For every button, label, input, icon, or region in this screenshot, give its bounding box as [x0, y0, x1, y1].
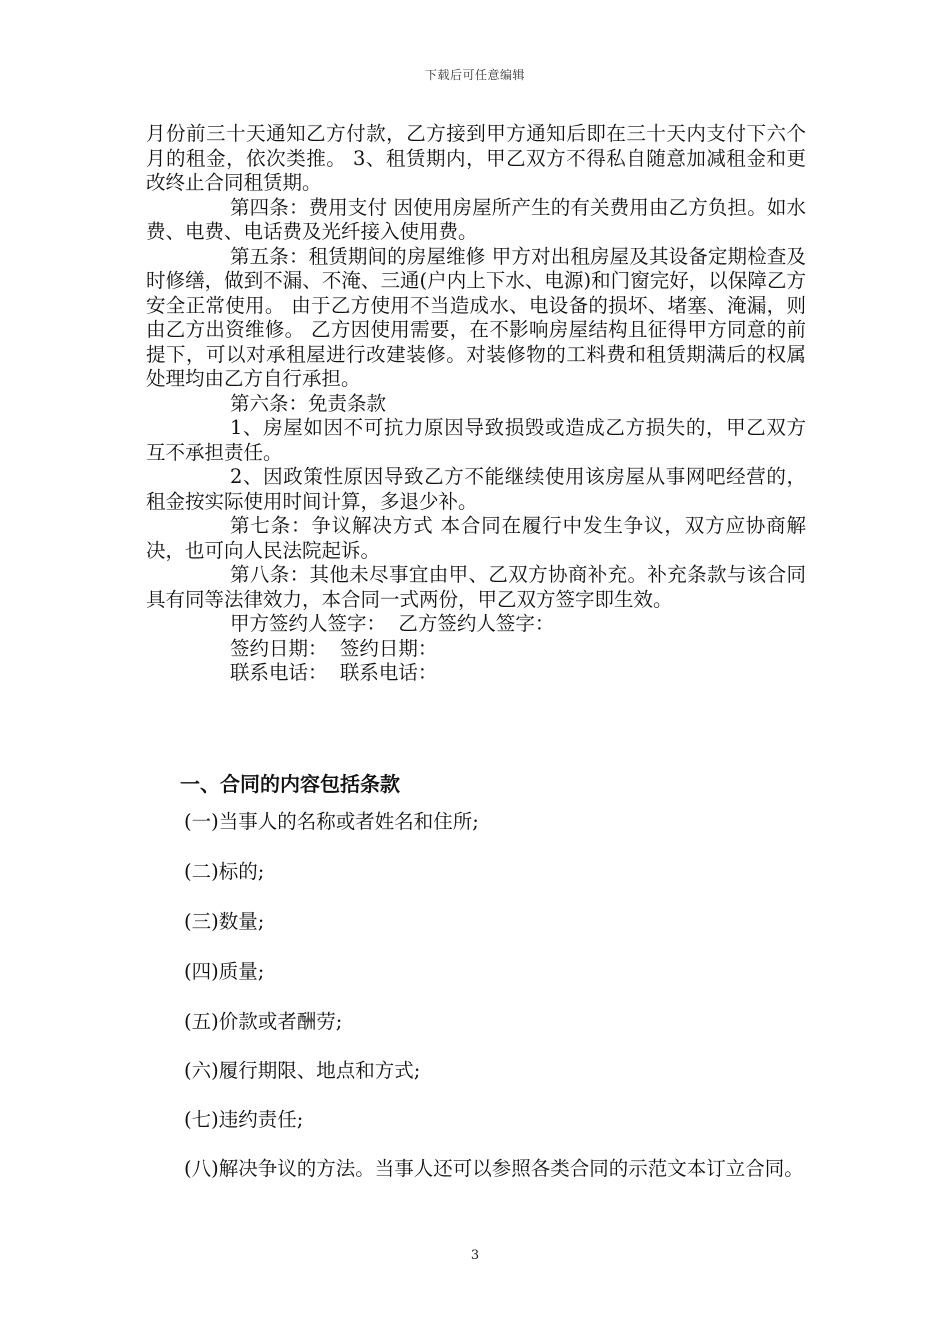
signature-line: 甲方签约人签字： 乙方签约人签字：	[230, 612, 555, 635]
contract-body	[146, 122, 806, 686]
paragraph-article-6-item-1: 1、房屋如因不可抗力原因导致损毁或造成乙方损失的，甲乙双方互不承担责任。	[146, 416, 806, 464]
paragraph-article-6-item-2: 2、因政策性原因导致乙方不能继续使用该房屋从事网吧经营的，租金按实际使用时间计算，多退少补。	[146, 465, 806, 513]
paragraph-article-6-title: 第六条：免责条款	[230, 391, 387, 415]
paragraph-article-4: 第四条：费用支付 因使用房屋所产生的有关费用由乙方负担。如水费、电费、电话费及光纤接入使用费。	[146, 195, 806, 243]
page-number: 3	[470, 1248, 480, 1263]
list-item: (一)当事人的名称或者姓名和住所;	[184, 810, 479, 833]
paragraph-article-8: 第八条：其他未尽事宜由甲、乙双方协商补充。补充条款与该合同具有同等法律效力，本合同一式两份，甲乙双方签字即生效。	[146, 563, 806, 611]
list-item: (三)数量;	[184, 910, 265, 933]
section-title: 一、合同的内容包括条款	[180, 772, 400, 796]
list-item: (六)履行期限、地点和方式;	[184, 1059, 421, 1082]
list-item: (七)违约责任;	[184, 1108, 304, 1131]
list-item: (五)价款或者酬劳;	[184, 1010, 343, 1033]
list-item: (四)质量;	[184, 960, 265, 983]
final-paragraph: (八)解决争议的方法。当事人还可以参照各类合同的示范文本订立合同。	[184, 1157, 804, 1180]
page-header: 下载后可任意编辑	[424, 68, 525, 82]
paragraph-article-5: 第五条：租赁期间的房屋维修 甲方对出租房屋及其设备定期检查及时修缮，做到不漏、不淹、三通(户内上下水、电源)和门窗完好，以保障乙方安全正常使用。 由于乙方使用不当造成水、电设备的损坏、堵塞、淹漏，则由乙方出资维修。 乙方因使用需要，在不影响房屋结构且征得甲方同意的前提下，可以对承租屋进行改建装修。对装修物的工料费和租赁期满后的权属处理均由乙方自行承担。	[146, 244, 806, 390]
date-line: 签约日期： 签约日期：	[230, 636, 438, 660]
list-item: (二)标的;	[184, 860, 265, 883]
paragraph-article-7: 第七条：争议解决方式 本合同在履行中发生争议，双方应协商解决，也可向人民法院起诉。	[146, 514, 806, 562]
phone-line: 联系电话： 联系电话：	[230, 661, 438, 684]
paragraph-rent-payment: 月份前三十天通知乙方付款，乙方接到甲方通知后即在三十天内支付下六个月的租金，依次类推。 3、租赁期内，甲乙双方不得私自随意加减租金和更改终止合同租赁期。	[146, 122, 806, 194]
